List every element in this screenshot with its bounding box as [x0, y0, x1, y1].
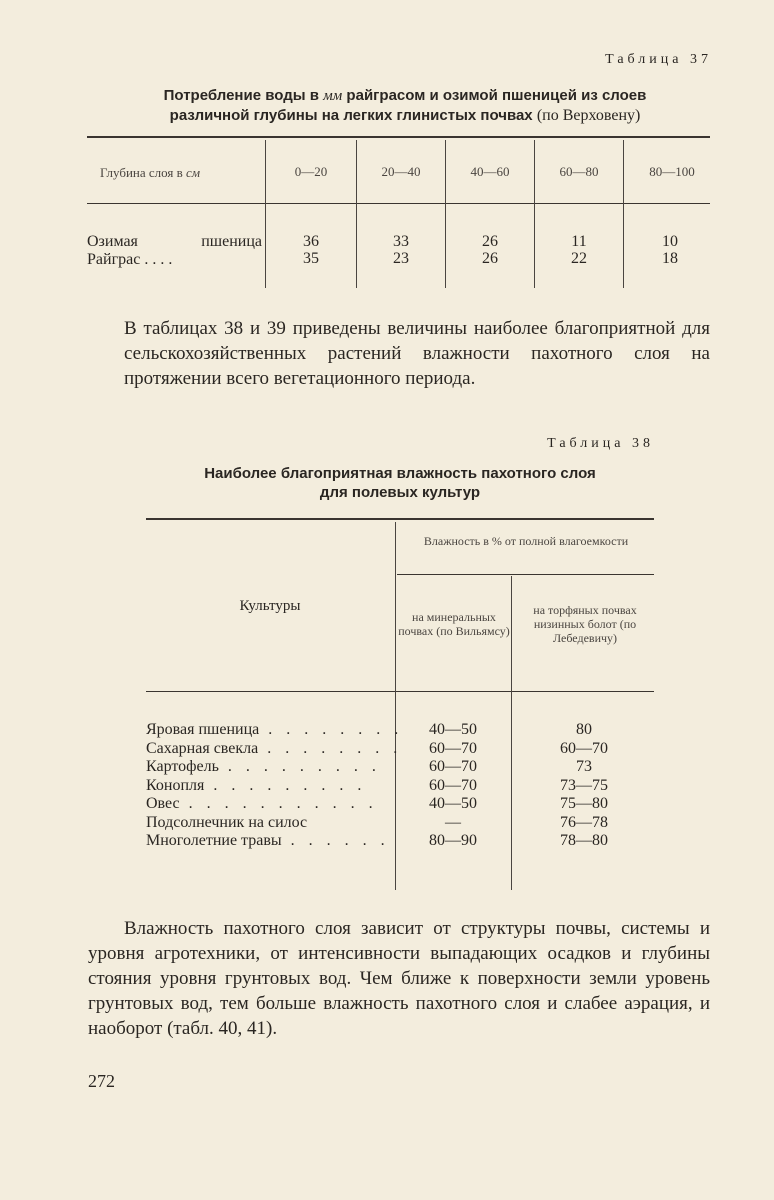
leader-dots: . . . . . . . . . [218, 758, 381, 775]
table-cell: 11 [571, 233, 587, 250]
table-cell: 75—80 [560, 795, 608, 812]
leader-dots: . . . . . . . . [259, 721, 404, 738]
table-cell: 73 [576, 758, 592, 775]
peat-column [512, 721, 656, 851]
table-cell: 60—70 [429, 758, 477, 775]
table-cell: 23 [393, 250, 409, 267]
word: пшеница [201, 233, 262, 250]
table-37-title [100, 86, 710, 125]
table-cell: 60—70 [560, 739, 608, 757]
list-item [146, 832, 390, 851]
table-cell: 33 [393, 233, 409, 250]
leader-dots: . . . . . . . . . [204, 776, 367, 794]
crop-name: Подсолнечник на силос [146, 813, 308, 831]
table-header-rule [146, 691, 654, 692]
title-part: Потребление воды в [163, 87, 324, 104]
table-top-rule [87, 136, 710, 138]
header-depth-label [100, 165, 200, 181]
table-cell: 78—80 [560, 832, 608, 849]
list-item [146, 721, 404, 740]
row-name: Райграс . . . . [87, 251, 173, 268]
table-cell: — [445, 813, 461, 831]
crop-name: Овес [146, 795, 180, 812]
paragraph-1: В таблицах 38 и 39 приведены величины наиболее благоприятной для сельскохозяйственных растений влажности пахотного слоя на протяжении всего вегетационного периода. [124, 318, 710, 389]
list-item [146, 795, 376, 814]
title-unit: мм [323, 88, 343, 104]
list-item [146, 739, 403, 759]
header-text: Глубина слоя в [100, 165, 187, 180]
leader-dots: . . . . . . . . . . . [179, 795, 378, 812]
header-mineral: на минеральных почвах (по Вильямсу) [398, 610, 510, 638]
table-37-label: Таблица 37 [605, 52, 712, 67]
paragraph-2: Влажность пахотного слоя зависит от структуры почвы, системы и уровня агротехники, от интенсивности выпадающих осадков и глубины стояния уровня грунтовых вод. Чем ближе к поверхности земли уровень грунтовых вод, тем больше влажность пахотного слоя и слабее аэрация, и наоборот (табл. 40, 41). [88, 918, 710, 1039]
table-cell: 35 [303, 250, 319, 267]
row-name [87, 233, 262, 251]
crop-list [146, 721, 404, 851]
header-moisture-group: Влажность в % от полной влагоемкости [423, 534, 629, 548]
depth-header-0: 0—20 [294, 164, 328, 179]
table-cell: 40—50 [429, 795, 477, 812]
subheader-rule [397, 574, 654, 575]
table-cell: 26 [482, 250, 498, 267]
depth-header-3: 60—80 [559, 164, 599, 179]
list-item [146, 758, 381, 777]
table-header-rule [87, 203, 710, 204]
title-line-1: Наиболее благоприятная влажность пахотного слоя [204, 465, 596, 482]
crop-name: Многолетние травы [146, 832, 282, 849]
list-item [146, 814, 376, 833]
table-cell: 40—50 [429, 721, 477, 738]
table-cell: 73—75 [560, 776, 608, 794]
table-cell: 22 [571, 250, 587, 267]
crop-name: Картофель [146, 758, 219, 775]
header-crops: Культуры [239, 598, 301, 614]
depth-header-2: 40—60 [470, 164, 510, 179]
table-cell: 80—90 [429, 832, 477, 849]
page-number: 272 [88, 1071, 115, 1091]
table-38-title [146, 464, 654, 502]
table-cell: 18 [662, 250, 678, 267]
title-part: райграсом и озимой пшеницей из слоев [342, 87, 647, 104]
title-line-2: для полевых культур [319, 484, 481, 501]
header-unit: см [186, 165, 201, 180]
depth-header-1: 20—40 [381, 164, 421, 179]
table-cell: 80 [576, 721, 592, 738]
crop-name: Яровая пшеница [146, 721, 260, 738]
crop-name: Конопля [146, 776, 205, 794]
mineral-column [396, 721, 510, 851]
depth-header-4: 80—100 [649, 164, 695, 179]
table-38-label: Таблица 38 [547, 436, 654, 451]
leader-dots: . . . . . . . . [258, 739, 403, 757]
table-cell: 60—70 [429, 776, 477, 794]
title-source: (по Верховену) [536, 107, 641, 124]
table-cell: 26 [482, 233, 498, 250]
table-cell: 76—78 [560, 813, 608, 831]
title-part: различной глубины на легких глинистых почвах [169, 107, 537, 124]
table-row [87, 233, 262, 251]
table-cell: 60—70 [429, 739, 477, 757]
table-cell: 10 [662, 233, 678, 250]
leader-dots: . . . . . . [281, 832, 390, 849]
crop-name: Сахарная свекла [146, 739, 259, 757]
table-cell: 36 [303, 233, 319, 250]
word: Озимая [87, 233, 138, 250]
table-top-rule [146, 518, 654, 520]
list-item [146, 777, 376, 796]
header-peat: на торфяных почвах низинных болот (по Лебедевичу) [533, 603, 637, 645]
